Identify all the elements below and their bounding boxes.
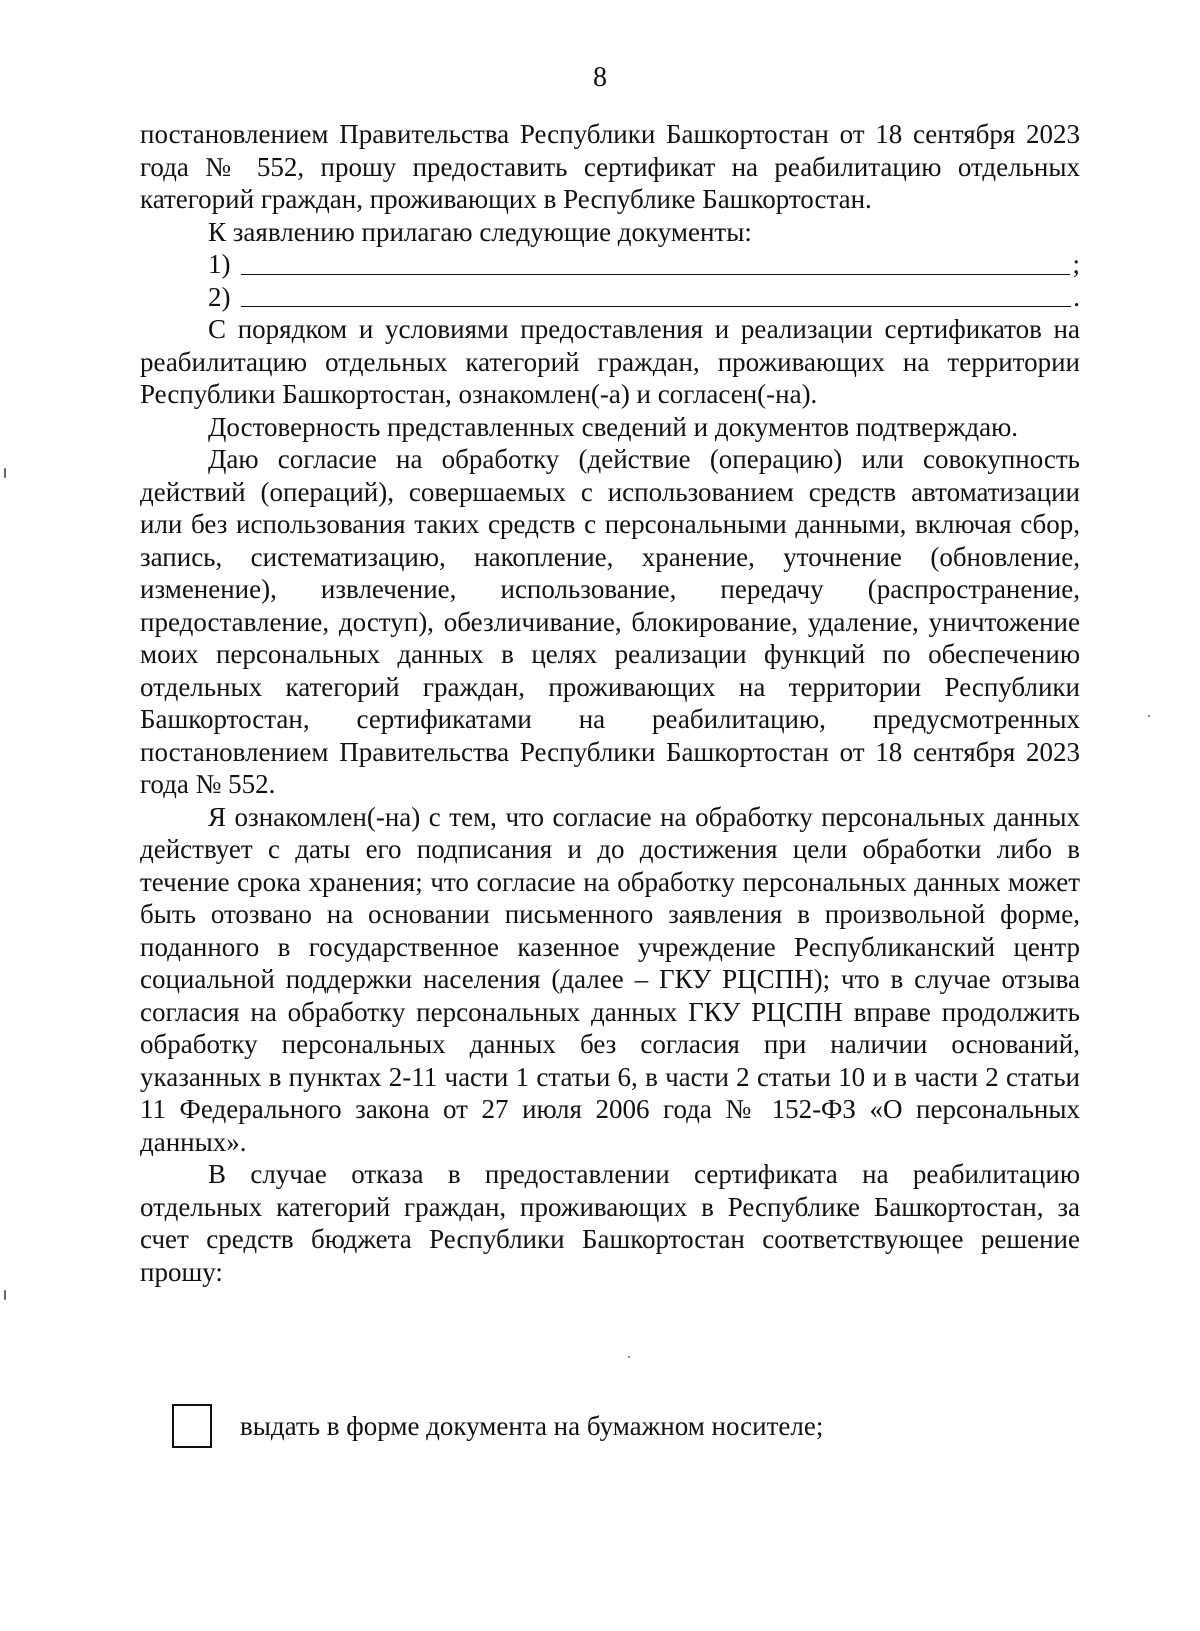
attachment-line-1: [208, 248, 1080, 281]
scan-speck: [4, 468, 6, 478]
attachment-line-2: [208, 281, 1080, 314]
paragraph-refusal-notice: В случае отказа в предоставлении сертификата на реабилитацию отдельных категорий граждан, проживающих в Республике Башкортостан, за счет средств бюджета Республики Башкортостан соответствующее решение прошу:: [140, 1159, 1080, 1287]
scan-speck: [628, 1356, 630, 1358]
option-paper-document[interactable]: [172, 1404, 823, 1448]
scan-speck: [1148, 715, 1150, 717]
paragraph-confirmation: Достоверность представленных сведений и документов подтверждаю.: [208, 411, 1018, 442]
attachment-number: 1): [208, 249, 231, 279]
body-text: [140, 118, 1080, 1288]
attachment-blank-field[interactable]: [241, 250, 1071, 275]
paper-document-label: выдать в форме документа на бумажном носителе;: [240, 1411, 824, 1441]
paragraph-consent: Даю согласие на обработку (действие (операцию) или совокупность действий (операций), совершаемых с использованием средств автоматизации или без использования таких средств с персональными данными, включая сбор, запись, систематизацию, накопление, хранение, уточнение (обновление, изменение), извлечение, использование, передачу (распространение, предоставление, доступ), обезличивание, блокирование, удаление, уничтожение моих персональных данных в целях реализации функций по обеспечению отдельных категорий граждан, проживающих на территории Республики Башкортостан, сертификатами на реабилитацию, предусмотренных постановлением Правительства Республики Башкортостан от 18 сентября 2023 года № 552.: [140, 444, 1080, 799]
attachment-blank-field[interactable]: [241, 282, 1072, 307]
paragraph-attachments-intro: К заявлению прилагаю следующие документы:: [208, 216, 752, 247]
paragraph-request: постановлением Правительства Республики Башкортостан от 18 сентября 2023 года № 552, прошу предоставить сертификат на реабилитацию отдельных категорий граждан, проживающих в Республике Башкортостан.: [140, 119, 1080, 214]
paragraph-acknowledgement: С порядком и условиями предоставления и реализации сертификатов на реабилитацию отдельных категорий граждан, проживающих на территории Республики Башкортостан, ознакомлен(-а) и согласен(-на).: [140, 314, 1080, 409]
paper-document-checkbox[interactable]: [172, 1404, 212, 1448]
scan-speck: [4, 1290, 6, 1300]
attachment-end-mark: ;: [1072, 249, 1080, 279]
page-number: 8: [593, 62, 607, 93]
attachment-end-mark: .: [1073, 281, 1080, 312]
attachment-number: 2): [208, 281, 231, 312]
paragraph-consent-terms: Я ознакомлен(-на) с тем, что согласие на обработку персональных данных действует с даты его подписания и до достижения цели обработки либо в течение срока хранения; что согласие на обработку персональных данных может быть отозвано на основании письменного заявления в произвольной форме, поданного в государственное казенное учреждение Республиканский центр социальной поддержки населения (далее – ГКУ РЦСПН); что в случае отзыва согласия на обработку персональных данных ГКУ РЦСПН вправе продолжить обработку персональных данных без согласия при наличии оснований, указанных в пунктах 2-11 части 1 статьи 6, в части 2 статьи 10 и в части 2 статьи 11 Федерального закона от 27 июля 2006 года № 152-ФЗ «О персональных данных».: [140, 801, 1080, 1157]
